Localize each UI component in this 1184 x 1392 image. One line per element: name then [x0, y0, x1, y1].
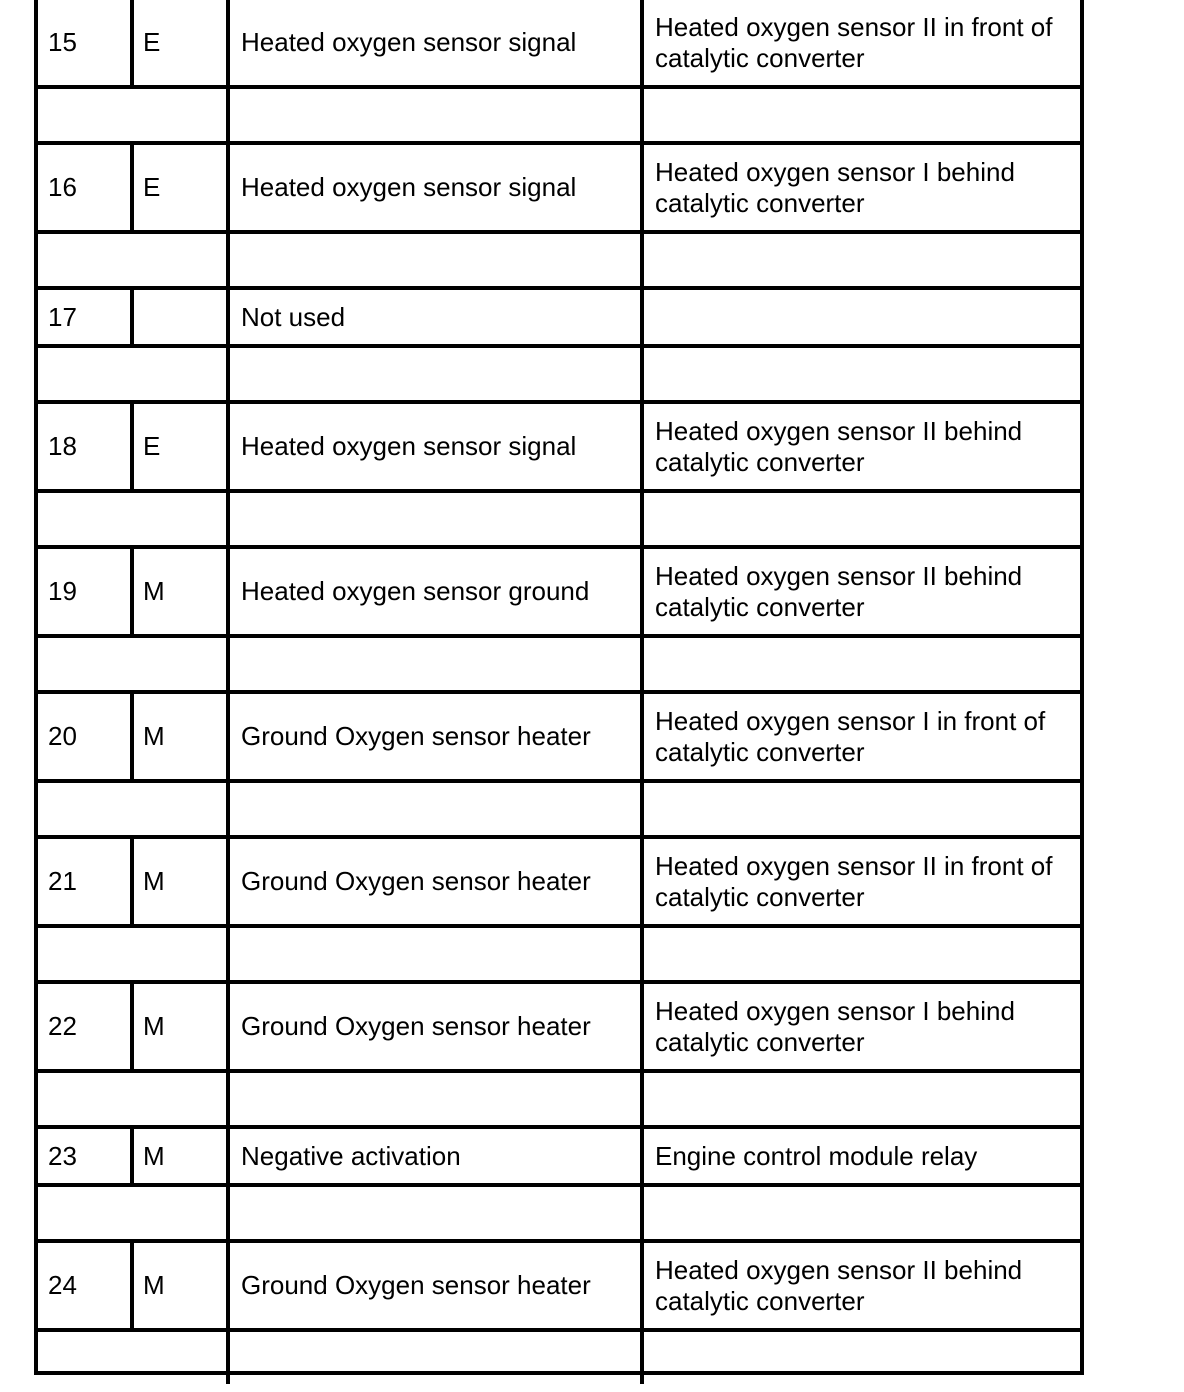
table-row — [38, 694, 1080, 779]
blank-cell — [644, 493, 1080, 545]
blank-cell — [38, 493, 230, 545]
blank-cell — [230, 1187, 644, 1239]
pin-number-cell: 16 — [38, 145, 134, 230]
pin-number-cell: 20 — [38, 694, 134, 779]
blank-cell — [230, 234, 644, 286]
function-cell: Heated oxygen sensor signal — [230, 0, 644, 85]
spacer-row — [38, 344, 1080, 400]
pin-number-cell: 23 — [38, 1129, 134, 1183]
table-row — [38, 404, 1080, 489]
function-cell: Ground Oxygen sensor heater — [230, 839, 644, 924]
signal-type-cell: E — [134, 404, 230, 489]
signal-type-cell — [134, 290, 230, 344]
spacer-row — [38, 85, 1080, 141]
blank-cell — [38, 783, 230, 835]
blank-cell — [230, 348, 644, 400]
blank-cell — [38, 234, 230, 286]
component-cell: Heated oxygen sensor II behind catalytic converter — [655, 415, 1023, 477]
table-row — [38, 839, 1080, 924]
signal-type-cell: E — [134, 0, 230, 85]
blank-cell — [230, 1332, 644, 1384]
component-cell: Heated oxygen sensor I in front of catalytic converter — [655, 705, 1046, 767]
signal-type-cell: E — [134, 145, 230, 230]
blank-cell — [644, 1332, 1080, 1384]
function-cell: Negative activation — [230, 1129, 644, 1183]
blank-cell — [644, 89, 1080, 141]
blank-cell — [644, 783, 1080, 835]
component-cell: Heated oxygen sensor II in front of catalytic converter — [655, 11, 1053, 73]
blank-cell — [230, 1073, 644, 1125]
blank-cell — [644, 1073, 1080, 1125]
spacer-row — [38, 924, 1080, 980]
function-cell: Not used — [230, 290, 644, 344]
spacer-row — [38, 634, 1080, 690]
signal-type-cell: M — [134, 839, 230, 924]
signal-type-cell: M — [134, 549, 230, 634]
table-row-group — [38, 286, 1080, 400]
component-cell: Heated oxygen sensor I behind catalytic converter — [655, 156, 1015, 218]
blank-cell — [230, 783, 644, 835]
blank-cell — [644, 928, 1080, 980]
table-row-group — [38, 400, 1080, 545]
function-cell: Heated oxygen sensor signal — [230, 404, 644, 489]
table-row — [38, 1129, 1080, 1183]
component-cell: Heated oxygen sensor II behind catalytic converter — [655, 1254, 1023, 1316]
component-cell: Engine control module relay — [655, 1140, 978, 1171]
signal-type-cell: M — [134, 1243, 230, 1328]
blank-cell — [644, 638, 1080, 690]
pin-number-cell: 24 — [38, 1243, 134, 1328]
blank-cell — [38, 89, 230, 141]
blank-cell — [38, 1332, 230, 1384]
table-row — [38, 549, 1080, 634]
pin-number-cell: 15 — [38, 0, 134, 85]
blank-cell — [38, 1073, 230, 1125]
pin-number-cell: 22 — [38, 984, 134, 1069]
spacer-row — [38, 1328, 1080, 1384]
blank-cell — [230, 928, 644, 980]
table-row — [38, 1243, 1080, 1328]
function-cell: Heated oxygen sensor signal — [230, 145, 644, 230]
blank-cell — [644, 348, 1080, 400]
signal-type-cell: M — [134, 984, 230, 1069]
spacer-row — [38, 489, 1080, 545]
function-cell: Ground Oxygen sensor heater — [230, 1243, 644, 1328]
signal-type-cell: M — [134, 1129, 230, 1183]
blank-cell — [230, 493, 644, 545]
table-row-group — [38, 690, 1080, 835]
table-row — [38, 145, 1080, 230]
pin-number-cell: 19 — [38, 549, 134, 634]
pin-assignment-table — [34, 0, 1084, 1375]
pin-number-cell: 18 — [38, 404, 134, 489]
component-cell — [644, 290, 1080, 344]
table-row — [38, 984, 1080, 1069]
component-cell: Heated oxygen sensor II behind catalytic converter — [655, 560, 1023, 622]
component-cell: Heated oxygen sensor I behind catalytic converter — [655, 995, 1015, 1057]
table-row-group — [38, 835, 1080, 980]
table-row — [38, 0, 1080, 85]
spacer-row — [38, 230, 1080, 286]
function-cell: Heated oxygen sensor ground — [230, 549, 644, 634]
spacer-row — [38, 1069, 1080, 1125]
spacer-row — [38, 779, 1080, 835]
blank-cell — [38, 638, 230, 690]
table-row-group — [38, 980, 1080, 1125]
signal-type-cell: M — [134, 694, 230, 779]
component-cell: Heated oxygen sensor II in front of catalytic converter — [655, 850, 1053, 912]
function-cell: Ground Oxygen sensor heater — [230, 984, 644, 1069]
table-row-group — [38, 141, 1080, 286]
pin-number-cell: 17 — [38, 290, 134, 344]
blank-cell — [38, 348, 230, 400]
function-cell: Ground Oxygen sensor heater — [230, 694, 644, 779]
blank-cell — [644, 1187, 1080, 1239]
spacer-row — [38, 1183, 1080, 1239]
blank-cell — [230, 638, 644, 690]
blank-cell — [38, 928, 230, 980]
blank-cell — [38, 1187, 230, 1239]
blank-cell — [230, 89, 644, 141]
pin-number-cell: 21 — [38, 839, 134, 924]
table-row-group — [38, 1239, 1080, 1384]
blank-cell — [644, 234, 1080, 286]
table-row-group — [38, 545, 1080, 690]
table-row-group — [38, 1125, 1080, 1239]
table-row-group — [38, 0, 1080, 141]
table-row — [38, 290, 1080, 344]
